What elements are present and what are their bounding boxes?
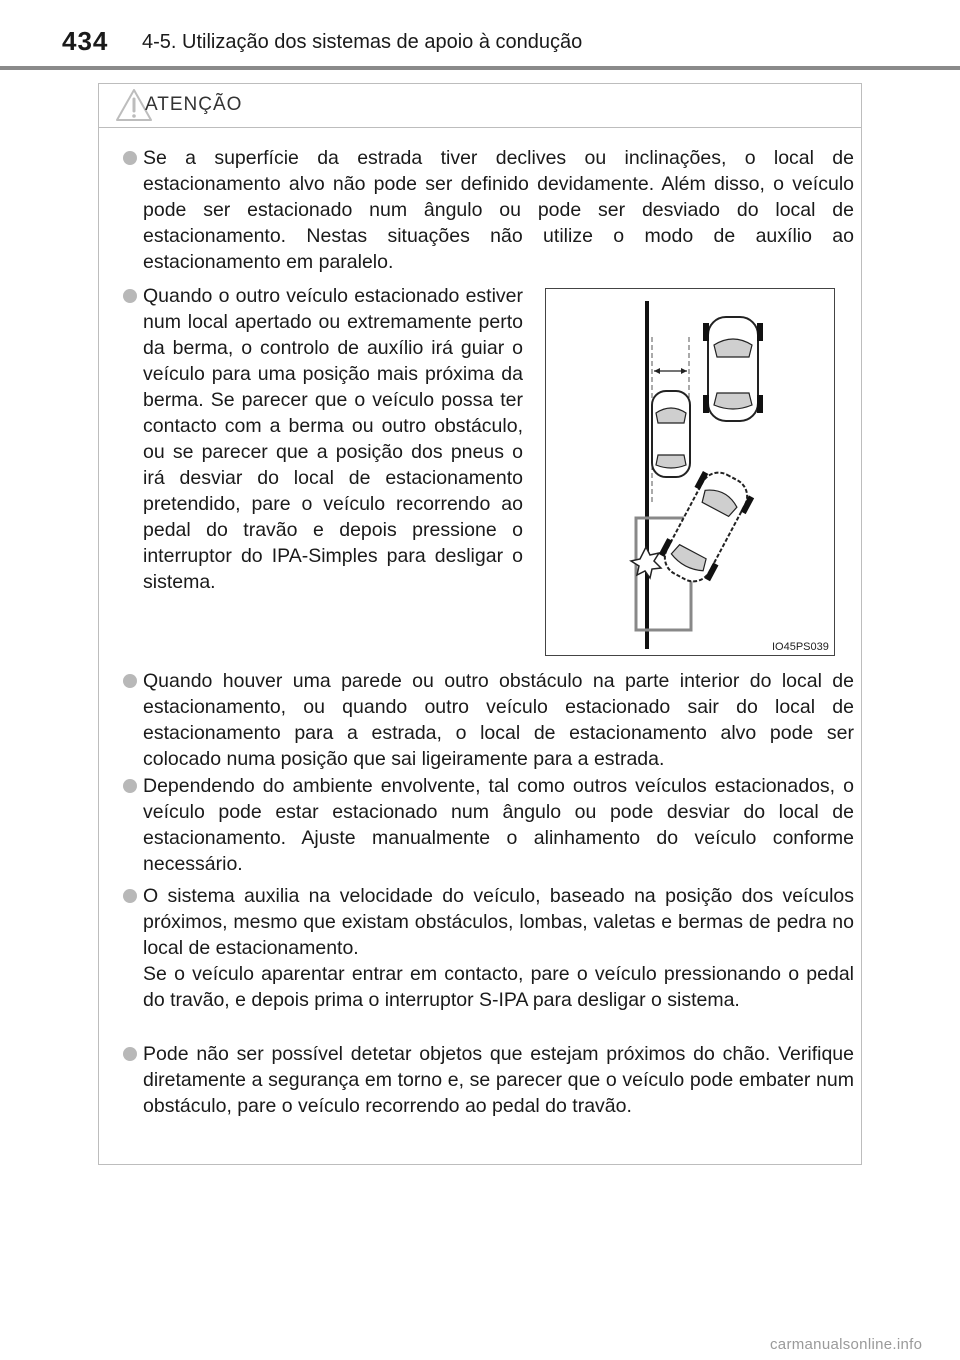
caution-bullet-4: [143, 773, 854, 877]
header-rule: [0, 66, 960, 70]
caution-bullet-1: [143, 145, 854, 275]
bullet-dot-icon: [123, 889, 137, 903]
bullet-dot-icon: [123, 151, 137, 165]
bullet-text: Pode não ser possível detetar objetos que estejam próximos do chão. Verifique diretamente a segurança em torno e, se parecer que o veículo pode embater num obstáculo, pare o veículo recorrendo ao pedal do travão.: [143, 1043, 854, 1117]
bullet-text: Dependendo do ambiente envolvente, tal como outros veículos estacionados, o veículo pode estar estacionado num ângulo ou pode desviar do local de estacionamento. Ajuste manualmente o alinhamento do veículo conforme necessário.: [143, 775, 854, 875]
caution-bullet-3: [143, 668, 854, 772]
parked-car-front: [703, 317, 763, 421]
caution-title: ATENÇÃO: [145, 94, 243, 115]
bullet-text: Quando houver uma parede ou outro obstáculo na parte interior do local de estacionamento, ou quando outro veículo estacionado sair do local de estacionamento para a estrada, o local de estacionamento alvo pode ser colocado numa posição que sai ligeiramente para a estrada.: [143, 670, 854, 770]
bullet-dot-icon: [123, 289, 137, 303]
bullet-dot-icon: [123, 674, 137, 688]
parking-car: [654, 464, 758, 590]
bullet-text-continued: Se o veículo aparentar entrar em contacto, pare o veículo pressionando o pedal do travão, e depois prima o interruptor S-IPA para desligar o sistema.: [143, 963, 854, 1011]
bullet-text: Se a superfície da estrada tiver declives ou inclinações, o local de estacionamento alvo não pode ser definido devidamente. Além disso, o veículo pode ser estacionado num ângulo ou pode ser desviado do local de estacionamento. Nestas situações não utilize o modo de auxílio ao estacionamento em paralelo.: [143, 147, 854, 273]
caution-bullet-5: [143, 883, 854, 1013]
bullet-dot-icon: [123, 1047, 137, 1061]
bullet-text: Quando o outro veículo estacionado estiver num local apertado ou extremamente perto da berma, o controlo de auxílio irá guiar o veículo para uma posição mais próxima da berma. Se parecer que o veículo possa ter contacto com a berma ou outro obstáculo, ou se parecer que a posição dos pneus o irá desviar do local de estacionamento pretendido, pare o veículo recorrendo ao pedal do travão e depois pressione o interruptor do IPA-Simples para desligar o sistema.: [143, 285, 523, 593]
figure-code: IO45PS039: [772, 641, 829, 653]
parked-car-rear: [652, 391, 690, 477]
page-number: 434: [62, 26, 109, 56]
page-header: [62, 22, 922, 62]
watermark: carmanualsonline.info: [770, 1336, 923, 1353]
bullet-text: O sistema auxilia na velocidade do veículo, baseado na posição dos veículos próximos, mesmo que existam obstáculos, lombas, valetas e bermas de pedra no local de estacionamento.: [143, 885, 854, 959]
caution-bullet-6: [143, 1041, 854, 1119]
parking-illustration: [545, 288, 835, 656]
bullet-dot-icon: [123, 779, 137, 793]
caution-bullet-2: [143, 283, 523, 595]
parking-diagram-svg: [546, 289, 836, 657]
caution-header: [99, 84, 861, 128]
section-title: 4-5. Utilização dos sistemas de apoio à condução: [142, 31, 583, 53]
